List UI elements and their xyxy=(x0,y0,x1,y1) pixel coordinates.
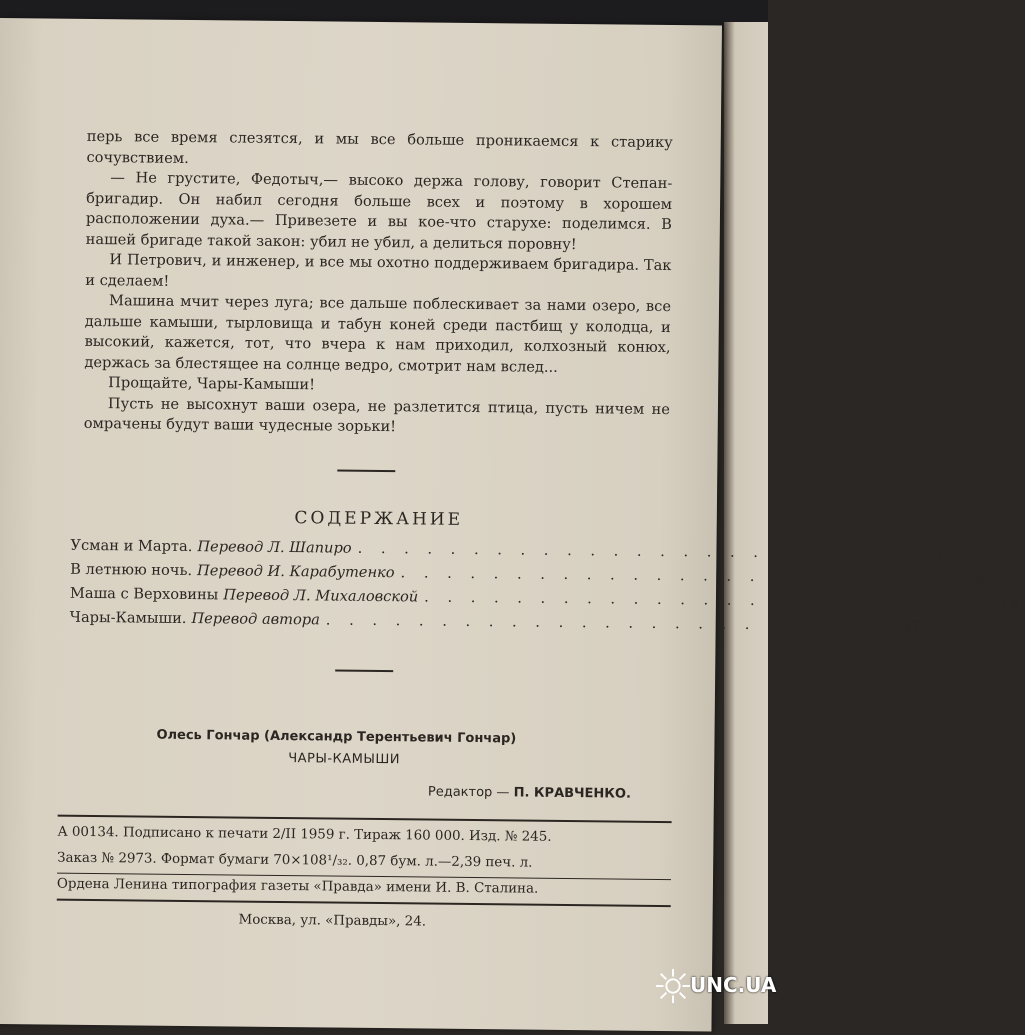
toc-leader-dots: . . . . . . . . . . . . . . . . . . . . . . . . . xyxy=(325,611,897,635)
editor-label: Редактор — xyxy=(427,784,510,801)
toc-entry-translator: Перевод Л. Шапиро xyxy=(197,538,352,557)
toc-leader-dots: . . . . . . . . . . . . . . . . . . . . . . . . . xyxy=(357,539,928,563)
paragraph: — Не грустите, Федотыч,— высоко держа голову, говорит Степан-бригадир. Он набил сегодня больше всех и поэтому в хорошем расположении духа.— Привезете и вы кое-что старухе: поделимся. В нашей бригаде такой закон: убил не убил, а делиться поровну! xyxy=(85,169,673,253)
toc-entry-translator: Перевод автора xyxy=(191,610,320,629)
toc-entry-title: В летнюю ночь. xyxy=(70,560,193,580)
author-line: Олесь Гончар (Александр Терентьевич Гончар) xyxy=(156,727,517,747)
toc-entry-page: 37 xyxy=(902,617,921,635)
toc-entry-translator: Перевод Л. Михаловской xyxy=(223,586,419,606)
section-divider xyxy=(337,470,395,473)
table-of-contents xyxy=(69,536,1020,639)
paragraph: Машина мчит через луга; все дальше поблескивает за нами озеро, все дальше камыши, тырловища и табун коней среди пастбищ у колодца, и высокий, кажется, тот, что вчера к нам приходил, колхозный конюх, держась за блестящее на солнце ведро, смотрит нам вслед... xyxy=(84,292,672,376)
paragraph: Прощайте, Чары-Камыши! xyxy=(108,374,316,394)
colophon-rule-top xyxy=(58,815,672,823)
watermark-sun-icon xyxy=(654,967,692,1005)
colophon-rule-bottom xyxy=(57,899,671,907)
colophon-line-2: Заказ № 2973. Формат бумаги 70×108¹/₃₂. 0,87 бум. л.—2,39 печ. л. xyxy=(57,850,533,871)
toc-entry-translator: Перевод И. Карабутенко xyxy=(197,562,395,582)
toc-entry-title: Чары-Камыши. xyxy=(69,608,187,627)
watermark-text: UNC.UA xyxy=(690,973,777,997)
paragraph: Пусть не высохнут ваши озера, не разлетится птица, пусть ничем не омрачены будут ваши чудесные зорьки! xyxy=(83,394,671,436)
toc-entry-page: 8 xyxy=(976,570,987,588)
editor-name: П. КРАВЧЕНКО. xyxy=(513,785,632,802)
toc-entry-page: 3 xyxy=(933,545,944,563)
colophon-line-4: Москва, ул. «Правды», 24. xyxy=(238,912,427,930)
toc-entry-title: Маша с Верховины xyxy=(69,584,219,604)
section-divider xyxy=(335,670,393,673)
paragraph: перь все время слезятся, и мы все больше проникаемся к старику сочувствием. xyxy=(86,127,673,167)
toc-entry xyxy=(69,608,921,639)
toc-entry-title: Усман и Марта. xyxy=(70,536,193,556)
toc-leader-dots: . . . . . . . . . . . . . . . . . . . . . . . . . xyxy=(400,564,971,588)
toc-leader-dots: . . . . . . . . . . . . . . . . . . . . . . . . . xyxy=(424,588,995,612)
editor-line xyxy=(428,785,631,802)
book-title: ЧАРЫ-КАМЫШИ xyxy=(288,751,401,768)
watermark xyxy=(654,967,777,1011)
toc-entry-page: 14 xyxy=(1000,594,1020,612)
story-ending-text xyxy=(84,127,673,441)
toc-heading: СОДЕРЖАНИЕ xyxy=(294,508,464,530)
colophon-line-1: А 00134. Подписано к печати 2/II 1959 г. Тираж 160 000. Изд. № 245. xyxy=(57,824,552,845)
colophon-line-3: Ордена Ленина типография газеты «Правда» имени И. В. Сталина. xyxy=(56,876,539,897)
paragraph: И Петрович, и инженер, и все мы охотно поддерживаем бригадира. Так и сделаем! xyxy=(85,251,672,290)
